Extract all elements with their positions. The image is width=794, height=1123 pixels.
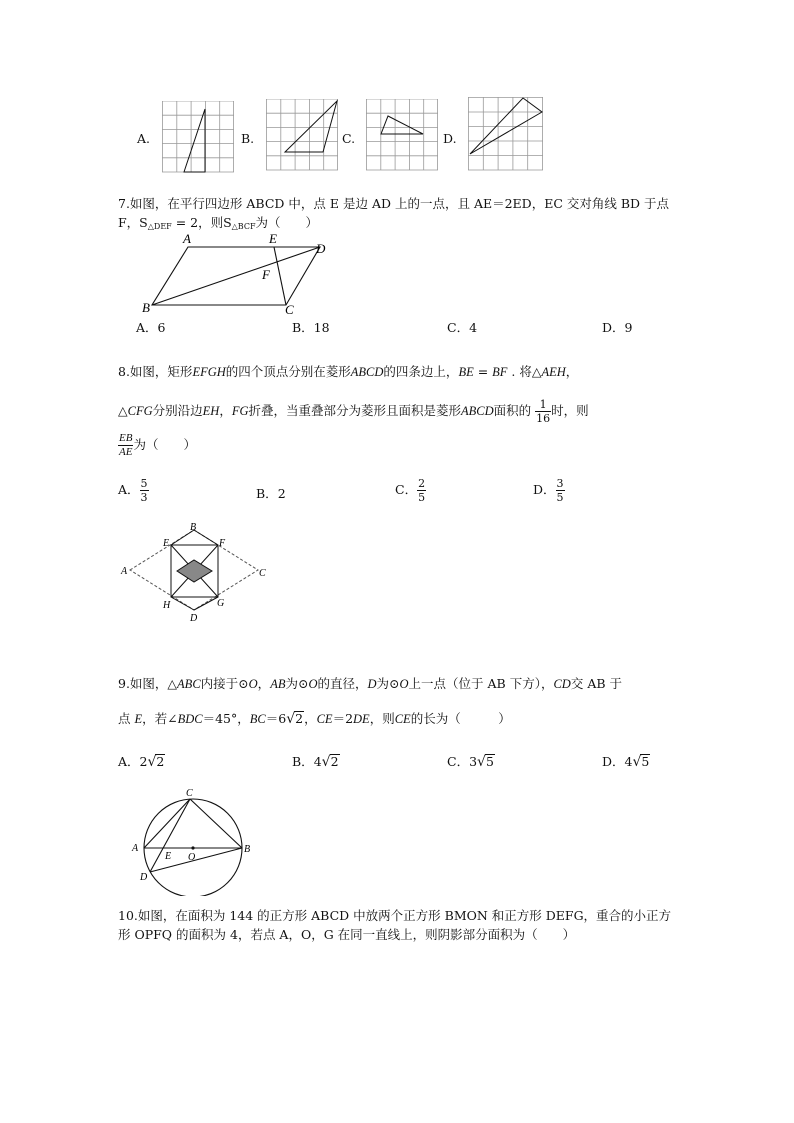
q8-text-line1: 8.如图，矩形EFGH的四个顶点分别在菱形ABCD的四条边上，BE = BF . 将△AEH， bbox=[118, 364, 579, 379]
q7-label-e: E bbox=[269, 231, 277, 246]
q8-fraction-one-sixteenth: $\frac{1}{16}$ bbox=[536, 398, 551, 425]
q8-option-a: A． $\frac{5}{3}$ bbox=[118, 477, 148, 504]
q7-option-c: C．4 bbox=[447, 320, 478, 335]
q9-text-line1: 9.如图，△ABC内接于⊙O，AB为⊙O的直径，D为⊙O上一点（位于 AB 下方），CD交 AB 于 bbox=[118, 676, 623, 691]
q9-option-c: C．3√5 bbox=[447, 754, 494, 770]
q9-label-c: C bbox=[186, 788, 193, 799]
q8-text-line2: △CFG分别沿边EH，FG折叠，当重叠部分为菱形且面积是菱形ABCD面积的 $\frac{1}{16}$ 时，则 bbox=[118, 398, 589, 425]
q9-label-o: O bbox=[188, 852, 196, 863]
q7-option-b: B．18 bbox=[292, 320, 330, 335]
q8-label-f: F bbox=[219, 538, 226, 549]
q10-text-line1: 10.如图，在面积为 144 的正方形 ABCD 中放两个正方形 BMON 和正方形 DEFG，重合的小正方 bbox=[118, 908, 672, 923]
q9-option-a: A．2√2 bbox=[118, 754, 165, 770]
q9-text-line2: 点 E，若∠BDC＝45°，BC＝6√2，CE＝2DE，则CE的长为（ ） bbox=[118, 711, 511, 727]
q6-option-c-label: C. bbox=[342, 131, 356, 146]
q8-rhombus-figure bbox=[118, 520, 278, 630]
q6-option-a-figure bbox=[162, 101, 236, 173]
q7-text-line2: F，$S_{\triangle DEF} = 2$，则$S_{\triangle BCF}$为（ ） bbox=[118, 215, 319, 231]
q8-label-h: H bbox=[163, 600, 171, 611]
q6-option-b-figure bbox=[266, 99, 340, 171]
q9-circle-figure bbox=[128, 784, 264, 896]
q8-label-d: D bbox=[190, 613, 198, 624]
q7-text-line1: 7.如图，在平行四边形 ABCD 中，点 E 是边 AD 上的一点，且 AE＝2ED，EC 交对角线 BD 于点 bbox=[118, 196, 670, 211]
q7-label-d: D bbox=[316, 241, 326, 256]
q8-option-d: D． $\frac{3}{5}$ bbox=[533, 477, 564, 504]
q9-option-b: B．4√2 bbox=[292, 754, 339, 770]
q6-option-b-label: B. bbox=[241, 131, 255, 146]
q8-text-line3: $\frac{EB}{AE}$ 为（ ） bbox=[119, 432, 196, 458]
q8-label-a: A bbox=[121, 566, 128, 577]
q10-text-line2: 形 OPFQ 的面积为 4，若点 A，O，G 在同一直线上，则阴影部分面积为（ ） bbox=[118, 927, 576, 942]
q8-option-b: B．2 bbox=[256, 486, 286, 501]
q7-parallelogram-figure bbox=[138, 230, 338, 316]
q7-label-a: A bbox=[183, 231, 191, 246]
q6-option-a-label: A. bbox=[137, 131, 151, 146]
q7-option-d: D．9 bbox=[602, 320, 633, 335]
q6-option-c-figure bbox=[366, 99, 440, 171]
q8-option-c: C． $\frac{2}{5}$ bbox=[395, 477, 426, 504]
q7-label-c: C bbox=[285, 302, 294, 316]
q7-label-b: B bbox=[142, 300, 150, 315]
q9-label-e: E bbox=[165, 851, 172, 862]
q8-fraction-eb-ae: $\frac{EB}{AE}$ bbox=[119, 432, 133, 458]
q9-label-d: D bbox=[140, 872, 148, 883]
q7-option-a: A．6 bbox=[136, 320, 166, 335]
q7-label-f: F bbox=[262, 267, 270, 282]
q8-label-e: E bbox=[163, 538, 170, 549]
q6-option-d-figure bbox=[468, 97, 544, 171]
q8-label-b: B bbox=[190, 522, 197, 533]
q6-option-d-label: D. bbox=[443, 131, 457, 146]
q9-label-b: B bbox=[244, 844, 251, 855]
q8-label-g: G bbox=[217, 598, 225, 609]
q9-label-a: A bbox=[132, 843, 139, 854]
q9-option-d: D．4√5 bbox=[602, 754, 650, 770]
q8-label-c: C bbox=[259, 568, 266, 579]
